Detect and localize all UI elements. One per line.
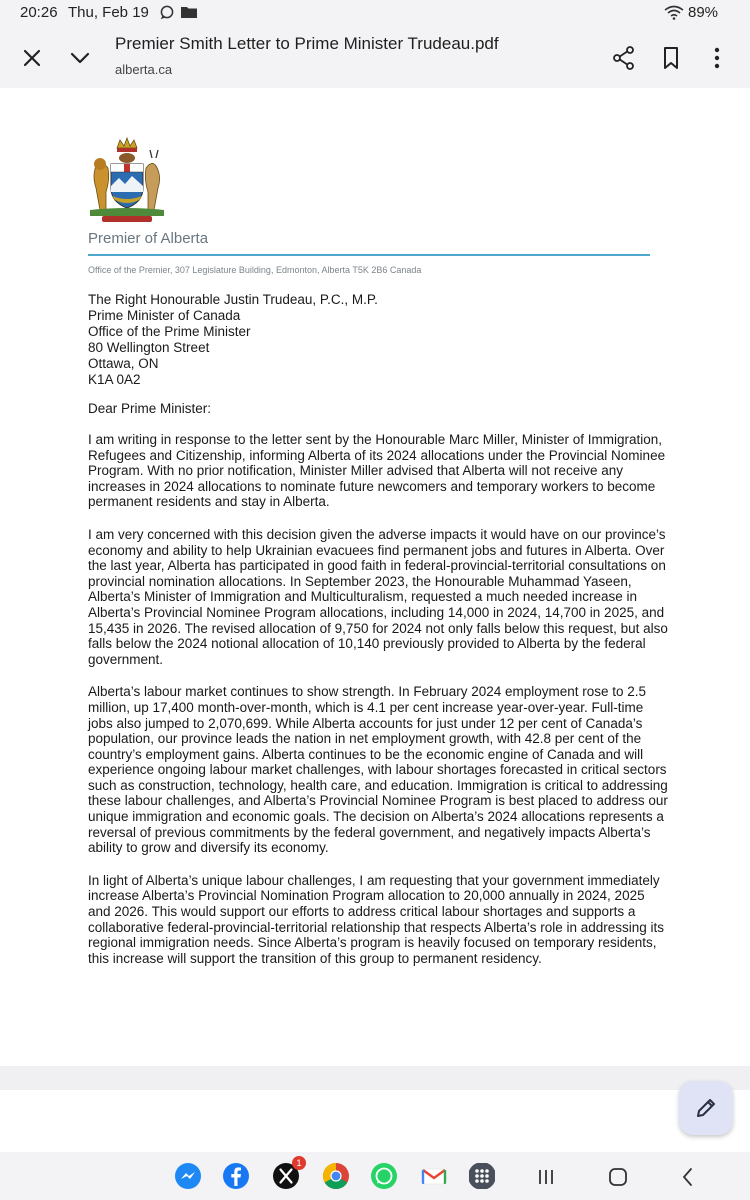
pencil-icon	[694, 1096, 718, 1120]
app-grid-icon[interactable]	[468, 1162, 496, 1190]
page-gap	[0, 1066, 750, 1090]
wifi-icon	[664, 5, 684, 20]
app-dock	[0, 1152, 750, 1200]
edit-button[interactable]	[679, 1081, 733, 1135]
notification-badge: 1	[292, 1156, 306, 1170]
status-bar	[0, 0, 750, 26]
battery-level: 89%	[688, 4, 719, 21]
pdf-page[interactable]	[0, 88, 750, 1066]
share-icon[interactable]	[610, 44, 638, 72]
chat-bubble-icon	[160, 5, 174, 19]
letterhead-divider	[88, 254, 650, 256]
back-icon[interactable]	[675, 1164, 701, 1190]
letter-body	[88, 432, 670, 983]
status-date: Thu, Feb 19	[68, 4, 149, 21]
status-time: 20:26	[20, 4, 58, 21]
home-icon[interactable]	[605, 1164, 631, 1190]
chrome-icon[interactable]	[322, 1162, 350, 1190]
recipient-line: Prime Minister of Canada	[88, 308, 241, 323]
chevron-down-icon[interactable]	[66, 44, 94, 72]
recipient-line: K1A 0A2	[88, 372, 141, 387]
app-header	[0, 26, 750, 88]
recipient-line: Office of the Prime Minister	[88, 324, 251, 339]
close-icon[interactable]	[18, 44, 46, 72]
salutation: Dear Prime Minister:	[88, 401, 212, 416]
more-options-icon[interactable]	[703, 44, 731, 72]
folder-icon	[181, 6, 197, 18]
body-paragraph: In light of Alberta’s unique labour challenges, I am requesting that your government immediately increase Alberta’s Provincial Nomination Program allocation to 20,000 annually in 2024, 2025 and 2026. This would support our efforts to address critical labour shortages and supports a collaborative federal-provincial-territorial relationship that respects Alberta’s role in addressing its regional immigration needs. Since Alberta’s program is heavily focused on temporary residents, this increase will support the transition of this group to permanent residency.	[88, 872, 665, 966]
facebook-icon[interactable]	[222, 1162, 250, 1190]
letterhead-address: Office of the Premier, 307 Legislature Building, Edmonton, Alberta T5K 2B6 Canada	[88, 265, 422, 275]
messenger-icon[interactable]	[174, 1162, 202, 1190]
bookmark-icon[interactable]	[657, 44, 685, 72]
whatsapp-icon[interactable]	[370, 1162, 398, 1190]
body-paragraph: I am very concerned with this decision given the adverse impacts it would have on our province’s economy and ability to help Ukrainian evacuees find permanent jobs and futures in Alberta. Over the last year, Alberta has participated in good faith in federal-provincial-territorial consultations on provincial nomination allocations. In September 2023, the Honourable Muhammad Yaseen, Alberta’s Minister of Immigration and Multiculturalism, requested a much needed increase in Alberta’s Provincial Nominee Program allocations, including 14,000 in 2024, 14,700 in 2025, and 15,435 in 2026. The revised allocation of 9,750 for 2024 not only falls below this request, but also falls below the 2024 notional allocation of 10,140 previously provided to Alberta by the federal government.	[88, 526, 668, 667]
recent-apps-icon[interactable]	[533, 1164, 559, 1190]
alberta-crest-logo	[84, 136, 170, 228]
recipient-line: The Right Honourable Justin Trudeau, P.C., M.P.	[88, 292, 378, 307]
recipient-line: Ottawa, ON	[88, 356, 159, 371]
next-page-area	[0, 1090, 750, 1152]
recipient-line: 80 Wellington Street	[88, 340, 210, 355]
page-title: Premier Smith Letter to Prime Minister Trudeau.pdf	[115, 34, 499, 53]
gmail-icon[interactable]	[420, 1162, 448, 1190]
source-domain: alberta.ca	[115, 62, 173, 77]
letterhead-name: Premier of Alberta	[88, 230, 209, 247]
body-paragraph: Alberta’s labour market continues to show strength. In February 2024 employment rose to 2.5 million, up 17,400 month-over-month, which is 4.1 per cent increase year-over-year. Full-time jobs also jumped to 2,070,699. While Alberta accounts for just under 12 per cent of Canada’s population, our province leads the nation in net employment growth, with 42.8 per cent of the country’s employment gains. Alberta continues to be the economic engine of Canada and will experience ongoing labour market challenges, with labour shortages forecasted in critical sectors such as construction, technology, health care, and education. Immigration is critical to addressing these labour challenges, and Alberta’s Provincial Nominee Program is best placed to address our unique immigration and economic goals. The decision on Alberta’s 2024 allocations represents a reversal of previous commitments by the federal government, and negatively impacts Alberta’s ability to grow and diversify its economy.	[88, 684, 668, 856]
body-paragraph: I am writing in response to the letter sent by the Honourable Marc Miller, Minister of Immigration, Refugees and Citizenship, informing Alberta of its 2024 allocations under the Provincial Nominee Program. With no prior notification, Minister Miller advised that Alberta will not receive any increases in 2024 allocations to nominate future newcomers and temporary workers to become permanent residents and stay in Alberta.	[88, 432, 666, 510]
recipient-address-block	[88, 292, 378, 388]
